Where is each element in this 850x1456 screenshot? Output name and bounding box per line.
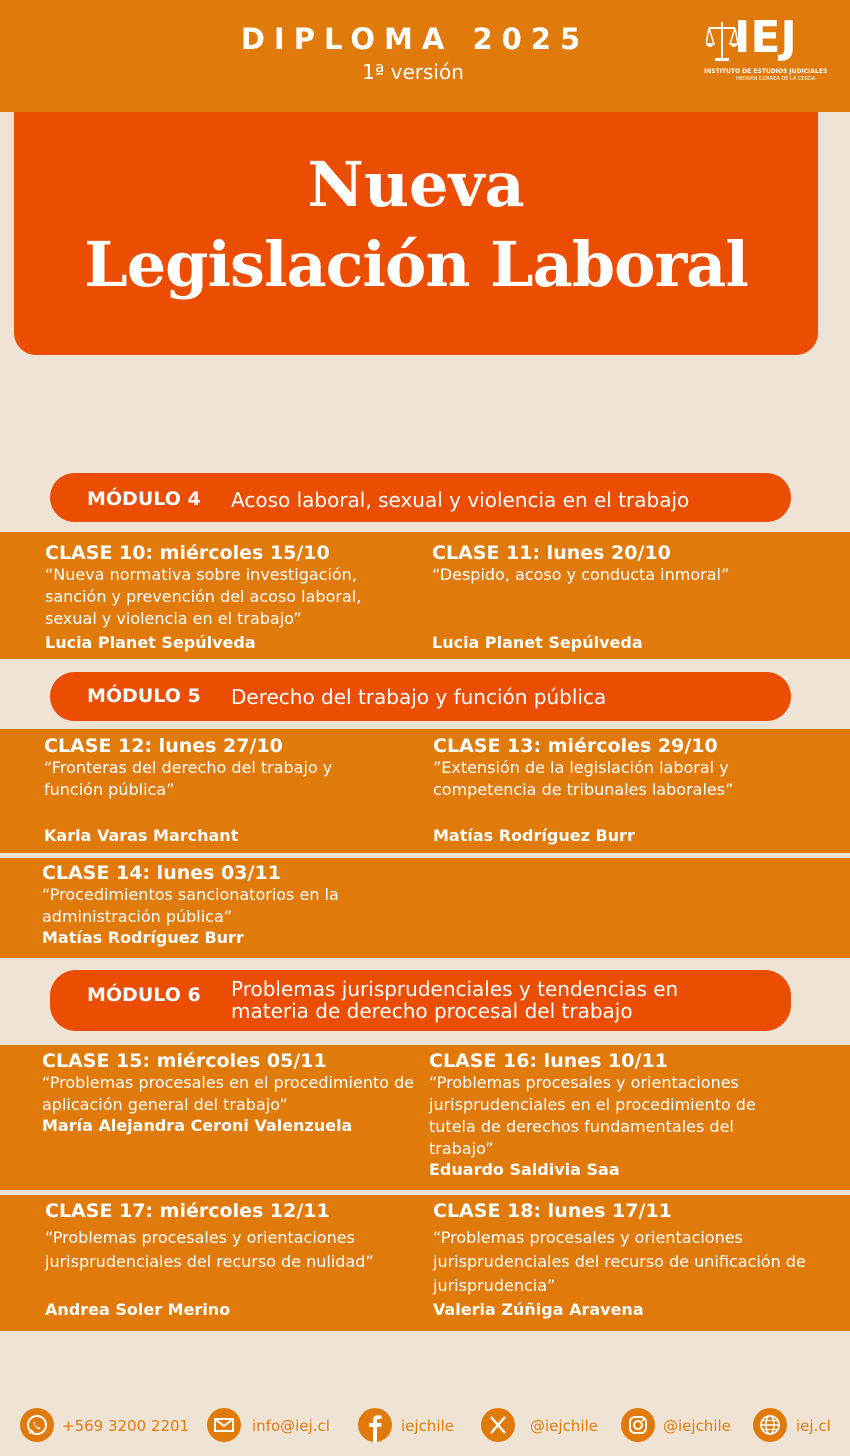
class-description: “Problemas procesales en el procedimiento de aplicación general del trabajo” <box>42 1073 415 1114</box>
class-teacher: Eduardo Saldivia Saa <box>429 1160 620 1179</box>
module-name: Derecho del trabajo y función pública <box>231 685 607 709</box>
class-teacher: Matías Rodríguez Burr <box>433 826 635 845</box>
class-description: “Despido, acoso y conducta inmoral” <box>432 565 730 584</box>
module-label: MÓDULO 4 <box>87 488 201 510</box>
phone-link[interactable]: +569 3200 2201 <box>62 1417 190 1435</box>
class-teacher: Lucia Planet Sepúlveda <box>45 633 256 652</box>
logo-text: IEJ <box>734 12 797 63</box>
module-name-line-1: Problemas jurisprudenciales y tendencias en <box>231 977 679 1001</box>
module-name-line-2: materia de derecho procesal del trabajo <box>231 999 633 1023</box>
class-card <box>433 735 753 801</box>
course-title-line-2: Legislación Laboral <box>84 228 748 301</box>
instagram-link[interactable]: @iejchile <box>663 1417 731 1435</box>
class-description: “Problemas procesales y orientaciones jurisprudenciales del recurso de unificación de jurisprudencia” <box>433 1228 806 1295</box>
class-card <box>44 735 394 801</box>
class-teacher: Valeria Zúñiga Aravena <box>433 1300 644 1319</box>
x-link[interactable]: @iejchile <box>530 1417 598 1435</box>
class-teacher: Andrea Soler Merino <box>45 1300 231 1319</box>
facebook-link[interactable]: iejchile <box>401 1417 454 1435</box>
class-teacher: Matías Rodríguez Burr <box>42 928 244 947</box>
class-teacher: María Alejandra Ceroni Valenzuela <box>42 1116 353 1135</box>
module-label: MÓDULO 6 <box>87 984 201 1006</box>
logo-subtitle: INSTITUTO DE ESTUDIOS JUDICIALES <box>704 68 828 75</box>
module-label: MÓDULO 5 <box>87 685 201 707</box>
facebook-icon[interactable] <box>358 1408 392 1442</box>
class-card <box>42 1050 417 1135</box>
class-description: “Fronteras del derecho del trabajo y función pública” <box>44 758 333 799</box>
class-description: “Problemas procesales y orientaciones jurisprudenciales del recurso de nulidad” <box>45 1228 374 1271</box>
class-title: CLASE 11: lunes 20/10 <box>432 542 671 564</box>
class-title: CLASE 18: lunes 17/11 <box>433 1200 672 1222</box>
class-title: CLASE 17: miércoles 12/11 <box>45 1200 330 1222</box>
class-title: CLASE 10: miércoles 15/10 <box>45 542 330 564</box>
class-card <box>432 542 812 586</box>
module-name <box>231 978 678 1022</box>
diploma-title: DIPLOMA 2025 <box>240 22 590 56</box>
class-card <box>433 1200 808 1298</box>
class-teacher: Karla Varas Marchant <box>44 826 239 845</box>
class-teacher: Lucia Planet Sepúlveda <box>432 633 643 652</box>
x-icon[interactable] <box>481 1408 515 1442</box>
instagram-icon[interactable] <box>621 1408 655 1442</box>
class-card <box>45 542 395 630</box>
website-link[interactable]: iej.cl <box>796 1417 831 1435</box>
whatsapp-icon[interactable] <box>20 1408 54 1442</box>
globe-icon[interactable] <box>753 1408 787 1442</box>
module-name: Acoso laboral, sexual y violencia en el trabajo <box>231 488 690 512</box>
class-description: “Nueva normativa sobre investigación, sanción y prevención del acoso laboral, sexual y violencia en el trabajo” <box>45 565 362 628</box>
class-title: CLASE 13: miércoles 29/10 <box>433 735 718 757</box>
course-title-line-1: Nueva <box>307 148 525 221</box>
diploma-version: 1ª versión <box>362 60 464 84</box>
class-title: CLASE 16: lunes 10/11 <box>429 1050 668 1072</box>
class-card <box>45 1200 400 1274</box>
class-card <box>42 862 382 947</box>
logo-subtitle-secondary: HERNÁN CORREA DE LA CERDA <box>736 76 816 82</box>
class-title: CLASE 14: lunes 03/11 <box>42 862 281 884</box>
email-icon[interactable] <box>207 1408 241 1442</box>
class-description: “Problemas procesales y orientaciones jurisprudenciales en el procedimiento de tutela de derechos fundamentales del trabajo” <box>429 1073 756 1158</box>
class-title: CLASE 15: miércoles 05/11 <box>42 1050 327 1072</box>
class-description: ”Extensión de la legislación laboral y competencia de tribunales laborales” <box>433 758 734 799</box>
email-link[interactable]: info@iej.cl <box>252 1417 330 1435</box>
class-description: “Procedimientos sancionatorios en la administración pública” <box>42 885 339 926</box>
class-card <box>429 1050 774 1179</box>
class-title: CLASE 12: lunes 27/10 <box>44 735 283 757</box>
